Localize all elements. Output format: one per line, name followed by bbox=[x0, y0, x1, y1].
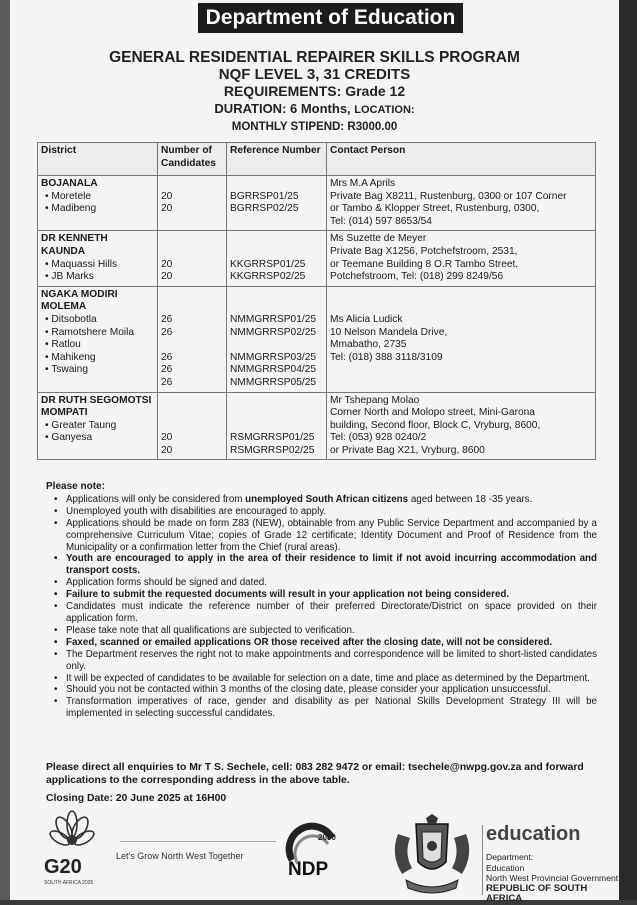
district-name: DR KENNETH KAUNDA bbox=[41, 233, 108, 257]
left-edge bbox=[0, 0, 10, 900]
candidate-count: 26 bbox=[161, 313, 173, 325]
municipality: • Ganyesa bbox=[45, 432, 93, 444]
candidate-count: 20 bbox=[161, 190, 173, 202]
candidate-count: 20 bbox=[161, 271, 173, 283]
ndp-2030-icon bbox=[282, 820, 342, 880]
department-lines: Department: Education North West Provincial Government REPUBLIC OF SOUTH AFRICA bbox=[486, 852, 619, 904]
contact-cell bbox=[327, 392, 596, 460]
candidates-cell bbox=[158, 286, 227, 392]
note-item: • Unemployed youth with disabilities are encouraged to apply. bbox=[58, 506, 597, 518]
reference-number: NMMGRRSP01/25 bbox=[230, 313, 317, 325]
contact-line: Mr Tshepang Molao bbox=[330, 394, 420, 406]
note-item: • Applications should be made on form Z83 (NEW), obtainable from any Public Service Department and accompanied by a comprehensive Curriculum Vitae; copies of Grade 12 certificate; Identity Document and Proof of Residence from the Municipality or a confirmation letter from the Chief (rural areas). bbox=[58, 518, 597, 554]
contact-line: Private Bag X1256, Potchefstroom, 2531, bbox=[330, 245, 518, 257]
g20-logo bbox=[42, 808, 104, 888]
candidates-cell bbox=[158, 231, 227, 286]
contact-line: Mrs M.A Aprils bbox=[330, 178, 396, 189]
contact-cell bbox=[327, 231, 596, 286]
slogan: Let's Grow North West Together bbox=[116, 851, 244, 861]
table-header-row bbox=[38, 143, 596, 176]
note-item: • Failure to submit the requested documents will result in your application not being considered. bbox=[58, 589, 597, 601]
contact-line: or Private Bag X21, Vryburg, 8600 bbox=[330, 444, 485, 456]
reference-number: NMMGRRSP04/25 bbox=[230, 364, 317, 376]
note-item: • Faxed, scanned or emailed applications OR those received after the closing date, will not be considered. bbox=[58, 637, 597, 649]
program-titles bbox=[10, 49, 619, 136]
svg-text:SOUTH AFRICA 2025: SOUTH AFRICA 2025 bbox=[44, 880, 94, 886]
candidate-count: 20 bbox=[161, 203, 173, 215]
table-row bbox=[38, 176, 596, 231]
note-item: • Candidates must indicate the reference number of their preferred Directorate/District on space provided on their application form. bbox=[58, 601, 597, 625]
vacancy-table bbox=[37, 142, 596, 460]
ndp-logo bbox=[282, 820, 342, 880]
municipality: • Ratlou bbox=[45, 339, 81, 351]
contact-cell bbox=[327, 176, 596, 231]
reference-number: RSMGRRSP01/25 bbox=[230, 432, 315, 444]
program-level: NQF LEVEL 3, 31 CREDITS bbox=[218, 66, 411, 83]
reference-number: BGRRSP02/25 bbox=[230, 203, 299, 215]
contact-line: Potchefstroom, Tel: (018) 299 8249/56 bbox=[330, 271, 504, 283]
municipality: • Moretele bbox=[45, 190, 92, 202]
contact-line: or Tambo & Klopper Street, Rustenburg, 0300, bbox=[330, 203, 540, 215]
reference-cell bbox=[227, 392, 327, 460]
municipality: • Ramotshere Moila bbox=[45, 326, 135, 338]
coat-of-arms bbox=[386, 814, 478, 896]
contact-line: or Teemane Building 8 O.R Tambo Street, bbox=[330, 258, 519, 270]
enquiries-text: Please direct all enquiries to Mr T S. Sechele, cell: 083 282 9472 or email: tsechele@nwpg.gov.za and forward applications to the corresponding address in the above table. bbox=[46, 762, 584, 786]
municipality: • Ditsobotla bbox=[45, 313, 97, 325]
note-item: • Application forms should be signed and dated. bbox=[58, 577, 597, 589]
svg-text:G20: G20 bbox=[44, 856, 82, 878]
candidate-count: 20 bbox=[161, 258, 173, 270]
district-cell bbox=[38, 286, 158, 392]
table-row bbox=[38, 231, 596, 286]
municipality: • Mahikeng bbox=[45, 351, 96, 363]
reference-number: BGRRSP01/25 bbox=[230, 190, 299, 202]
reference-number: NMMGRRSP02/25 bbox=[230, 326, 317, 338]
contact-line: 10 Nelson Mandela Drive, bbox=[330, 326, 448, 338]
note-item: • The Department reserves the right not to make appointments and correspondence will be limited to short-listed candidates only. bbox=[58, 649, 597, 673]
contact-line: Ms Alicia Ludick bbox=[330, 313, 403, 325]
contact-line: Tel: (018) 388 3118/3109 bbox=[330, 351, 443, 363]
program-title: GENERAL RESIDENTIAL REPAIRER SKILLS PROGRAM bbox=[109, 49, 520, 66]
note-item: • Please take note that all qualifications are subjected to verification. bbox=[58, 625, 597, 637]
contact-cell bbox=[327, 286, 596, 392]
contact-line: Mmabatho, 2735 bbox=[330, 339, 407, 351]
note-item: • It will be expected of candidates to be available for selection on a date, time and place as determined by the Department. bbox=[58, 673, 597, 685]
reference-number: RSMGRRSP02/25 bbox=[230, 444, 315, 456]
footer-divider bbox=[120, 841, 276, 842]
candidate-count: 20 bbox=[161, 432, 173, 444]
candidate-count: 26 bbox=[161, 326, 173, 338]
education-word: education bbox=[486, 823, 581, 845]
municipality: • Maquassi Hills bbox=[45, 258, 118, 270]
district-cell bbox=[38, 231, 158, 286]
education-divider bbox=[482, 825, 483, 895]
municipality: • Tswaing bbox=[45, 364, 89, 376]
reference-cell bbox=[227, 286, 327, 392]
header-candidates: Number of Candidates bbox=[158, 143, 227, 176]
note-item: • Youth are encouraged to apply in the area of their residence to limit if not avoid incurring accommodation and transport costs. bbox=[58, 553, 597, 577]
contact-line: Tel: (014) 597 8653/54 bbox=[330, 215, 432, 227]
district-name: BOJANALA bbox=[41, 178, 98, 189]
contact-line: building, Second floor, Block C, Vryburg, 8600, bbox=[330, 419, 541, 431]
note-item: • Should you not be contacted within 3 months of the closing date, please consider your application unsuccessful. bbox=[58, 684, 597, 696]
reference-cell bbox=[227, 231, 327, 286]
note-item: • Applications will only be considered from unemployed South African citizens aged between 18 -35 years. bbox=[58, 494, 597, 506]
candidate-count: 26 bbox=[161, 351, 173, 363]
department-header: Department of Education bbox=[198, 3, 463, 33]
header-district: District bbox=[38, 143, 158, 176]
contact-line: Ms Suzette de Meyer bbox=[330, 233, 427, 245]
candidate-count: 26 bbox=[161, 364, 173, 376]
contact-line: Tel: (053) 928 0240/2 bbox=[330, 432, 427, 444]
coat-of-arms-icon bbox=[386, 814, 478, 896]
candidates-cell bbox=[158, 392, 227, 460]
reference-number: NMMGRRSP03/25 bbox=[230, 351, 317, 363]
contact-line: Private Bag X8211, Rustenburg, 0300 or 107 Corner bbox=[330, 190, 567, 202]
municipality: • Greater Taung bbox=[45, 419, 117, 431]
district-name: NGAKA MODIRI MOLEMA bbox=[41, 288, 118, 313]
program-stipend: MONTHLY STIPEND: R3000.00 bbox=[231, 121, 398, 133]
header-reference: Reference Number bbox=[227, 143, 327, 176]
svg-text:2030: 2030 bbox=[318, 833, 336, 842]
education-branding bbox=[486, 822, 619, 905]
district-cell bbox=[38, 176, 158, 231]
candidate-count: 20 bbox=[161, 444, 173, 456]
notes-heading: Please note: bbox=[46, 481, 105, 492]
notes-section bbox=[46, 481, 597, 720]
municipality: • Madibeng bbox=[45, 203, 97, 215]
municipality: • JB Marks bbox=[45, 271, 94, 283]
closing-date: Closing Date: 20 June 2025 at 16H00 bbox=[46, 793, 227, 804]
district-name: DR RUTH SEGOMOTSI MOMPATI bbox=[41, 394, 152, 419]
svg-text:NDP: NDP bbox=[288, 859, 329, 880]
notes-list bbox=[46, 494, 597, 720]
header-contact: Contact Person bbox=[327, 143, 596, 176]
candidates-cell bbox=[158, 176, 227, 231]
g20-flower-icon bbox=[42, 808, 104, 888]
table-row bbox=[38, 392, 596, 460]
reference-cell bbox=[227, 176, 327, 231]
district-cell bbox=[38, 392, 158, 460]
reference-number: KKGRRSP02/25 bbox=[230, 271, 306, 283]
right-edge bbox=[619, 0, 637, 900]
reference-number: KKGRRSP01/25 bbox=[230, 258, 306, 270]
advert-page bbox=[10, 0, 619, 904]
reference-number: NMMGRRSP05/25 bbox=[230, 376, 317, 388]
program-duration: DURATION: 6 Months, LOCATION: bbox=[214, 101, 415, 116]
contact-line: Corner North and Molopo street, Mini-Garona bbox=[330, 407, 535, 419]
table-row bbox=[38, 286, 596, 392]
candidate-count: 26 bbox=[161, 376, 173, 388]
note-item: • Transformation imperatives of race, gender and disability as per National Skills Development Strategy III will be implemented in selecting successful candidates. bbox=[58, 696, 597, 720]
program-requirements: REQUIREMENTS: Grade 12 bbox=[223, 83, 406, 99]
